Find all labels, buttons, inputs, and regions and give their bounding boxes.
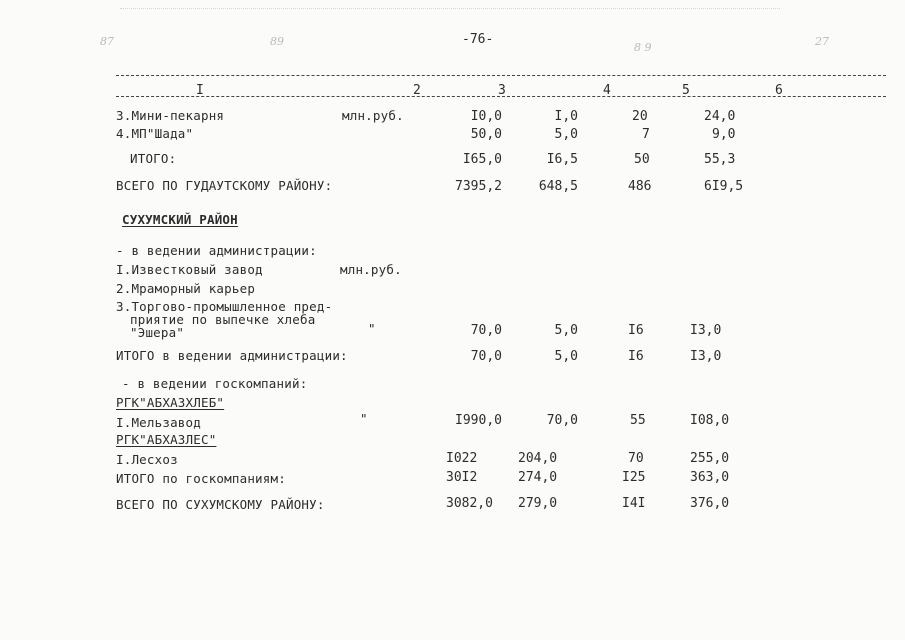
cell-col2: 70,0 — [470, 349, 502, 364]
column-number: 4 — [603, 83, 611, 98]
column-number: 5 — [682, 83, 690, 98]
row-unit-ditto: " — [368, 321, 376, 336]
cell-col4: 7 — [642, 127, 650, 142]
row-label-continued: "Эшера" — [130, 325, 185, 340]
row-label: 3.Мини-пекарня — [116, 108, 225, 123]
cell-col4: 20 — [632, 109, 648, 124]
subsection-label: - в ведении госкомпаний: — [122, 376, 308, 391]
cell-col4: I6 — [628, 349, 644, 364]
cell-col2: 7395,2 — [455, 179, 502, 194]
cell-col4: 50 — [634, 152, 650, 167]
cell-col4: 55 — [630, 413, 646, 428]
cell-col3: 204,0 — [518, 451, 558, 466]
row-label: 2.Мраморный карьер — [116, 281, 256, 296]
row-label: 4.МП"Шада" — [116, 126, 194, 141]
cell-col5: 376,0 — [690, 496, 730, 511]
cell-col4: 486 — [628, 179, 652, 194]
cell-col3: 5,0 — [554, 349, 578, 364]
company-heading: РГК"АБХАЗХЛЕБ" — [116, 395, 225, 410]
row-label-continued: приятие по выпечке хлеба — [130, 312, 316, 327]
row-label: I.Мельзавод — [116, 415, 201, 430]
row-unit-ditto: " — [360, 411, 368, 426]
pencil-mark: 87 — [100, 35, 114, 48]
header-top-rule — [116, 75, 886, 76]
page-number: -76- — [462, 32, 494, 47]
row-unit: млн.руб. — [342, 108, 404, 123]
row-label: I.Известковый завод — [116, 262, 263, 277]
cell-col3: 648,5 — [538, 179, 578, 194]
cell-col2: I990,0 — [455, 413, 502, 428]
cell-col3: 279,0 — [518, 496, 558, 511]
cell-col2: 30I2 — [446, 470, 478, 485]
pencil-mark: 89 — [270, 35, 284, 48]
cell-col3: I6,5 — [546, 152, 578, 167]
column-number: 6 — [775, 83, 783, 98]
cell-col2: 70,0 — [470, 323, 502, 338]
column-number: 3 — [498, 83, 506, 98]
cell-col2: I022 — [446, 451, 478, 466]
cell-col3: 5,0 — [554, 127, 578, 142]
cell-col3: I,0 — [554, 109, 578, 124]
company-heading: РГК"АБХАЗЛЕС" — [116, 432, 217, 447]
row-unit: млн.руб. — [340, 262, 402, 277]
cell-col3: 70,0 — [546, 413, 578, 428]
column-number: I — [196, 83, 204, 98]
row-label: I.Лесхоз — [116, 452, 178, 467]
column-number: 2 — [413, 83, 421, 98]
cell-col5: 255,0 — [690, 451, 730, 466]
cell-col5: I08,0 — [690, 413, 730, 428]
cell-col5: I3,0 — [690, 323, 722, 338]
cell-col4: I4I — [622, 496, 646, 511]
cell-col5: 9,0 — [712, 127, 736, 142]
top-edge-line — [120, 8, 780, 9]
pencil-mark: 27 — [815, 35, 829, 48]
row-label: ИТОГО в ведении администрации: — [116, 348, 348, 363]
cell-col2: 3082,0 — [446, 496, 493, 511]
row-label: 3.Торгово-промышленное пред- — [116, 299, 333, 314]
cell-col5: 24,0 — [704, 109, 736, 124]
row-label: ВСЕГО ПО ГУДАУТСКОМУ РАЙОНУ: — [116, 178, 333, 193]
cell-col2: I0,0 — [470, 109, 502, 124]
cell-col2: 50,0 — [470, 127, 502, 142]
cell-col5: 6I9,5 — [704, 179, 744, 194]
cell-col4: 70 — [628, 451, 644, 466]
section-heading: СУХУМСКИЙ РАЙОН — [122, 212, 238, 227]
pencil-mark: 8 9 — [634, 41, 652, 54]
cell-col3: 5,0 — [554, 323, 578, 338]
cell-col3: 274,0 — [518, 470, 558, 485]
row-label: ИТОГО по госкомпаниям: — [116, 471, 286, 486]
cell-col5: 55,3 — [704, 152, 736, 167]
cell-col4: I6 — [628, 323, 644, 338]
cell-col5: 363,0 — [690, 470, 730, 485]
cell-col4: I25 — [622, 470, 646, 485]
row-label: ИТОГО: — [130, 151, 177, 166]
subsection-label: - в ведении администрации: — [116, 243, 317, 258]
cell-col2: I65,0 — [462, 152, 502, 167]
row-label: ВСЕГО ПО СУХУМСКОМУ РАЙОНУ: — [116, 497, 325, 512]
cell-col5: I3,0 — [690, 349, 722, 364]
